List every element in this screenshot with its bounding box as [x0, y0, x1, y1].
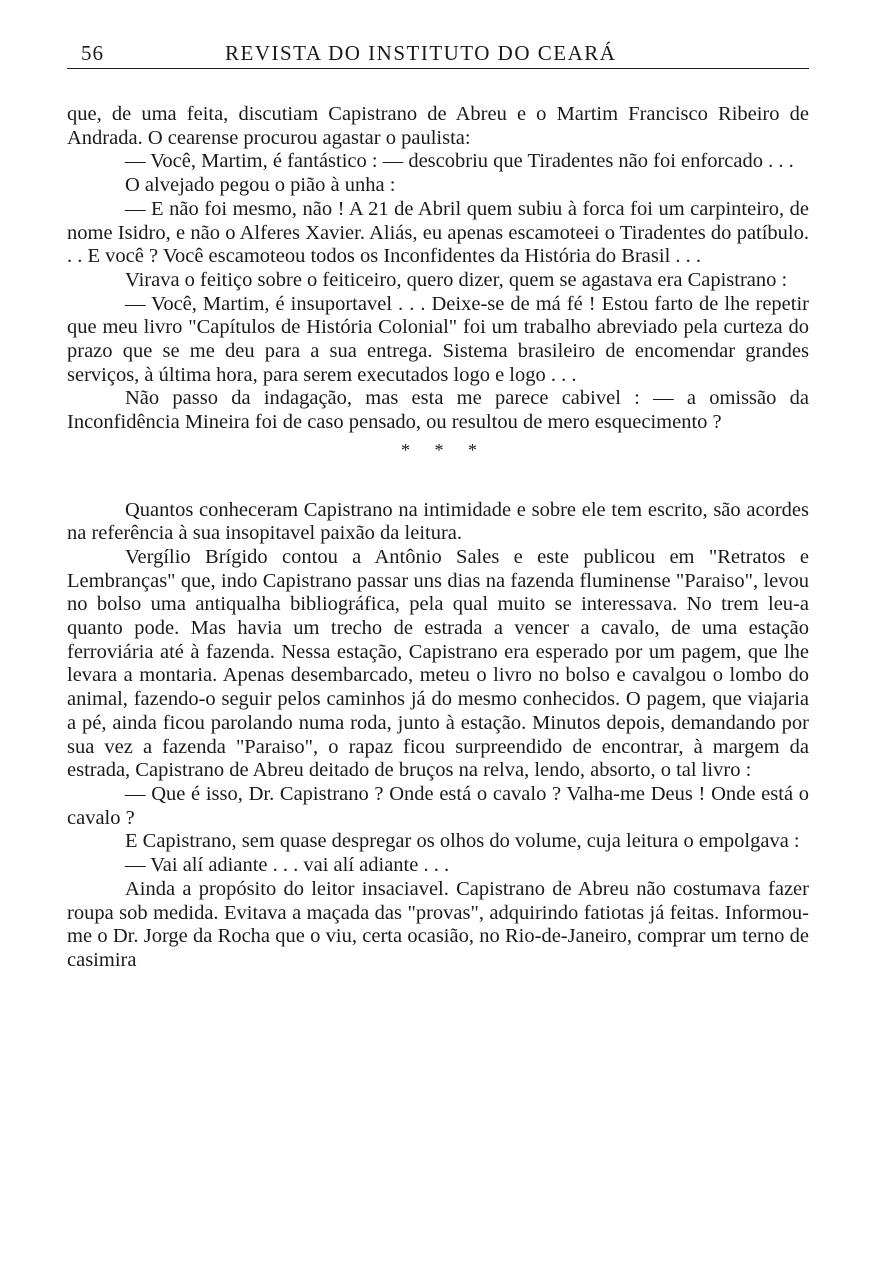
running-head: [67, 38, 809, 69]
book-page: [67, 38, 809, 973]
paragraph: — Vai alí adiante . . . vai alí adiante . . .: [125, 854, 450, 877]
section-separator: * * *: [401, 439, 487, 460]
paragraph: — E não foi mesmo, não ! A 21 de Abril quem subiu à forca foi um carpinteiro, de nome Isidro, e não o Alferes Xavier. Aliás, eu apenas escamoteei o Tiradentes do patíbulo. . . E você ? Você escamoteou todos os Inconfidentes da História do Brasil . . .: [67, 197, 809, 268]
paragraph: Virava o feitiço sobre o feiticeiro, quero dizer, quem se agastava era Capistrano :: [125, 268, 788, 291]
paragraph: O alvejado pegou o pião à unha :: [125, 174, 396, 197]
paragraph: Não passo da indagação, mas esta me parece cabivel : — a omissão da Inconfidência Mineira foi de caso pensado, ou resultou de mero esquecimento ?: [67, 387, 809, 434]
paragraph: Quantos conheceram Capistrano na intimidade e sobre ele tem escrito, são acordes na referência à sua insopitavel paixão da leitura.: [67, 498, 809, 545]
paragraph: Vergílio Brígido contou a Antônio Sales e este publicou em "Retratos e Lembranças" que, indo Capistrano passar uns dias na fazenda fluminense "Paraiso", levou no bolso uma antiqualha bibliográfica, pela qual muito se interessava. No trem leu-a quanto pode. Mas havia um trecho de estrada a vencer a cavalo, de uma estação ferroviária até à fazenda. Nessa estação, Capistrano era esperado por um pagem, que lhe levara a montaria. Apenas desembarcado, meteu o livro no bolso e cavalgou o lombo do animal, fazendo-o seguir pelos caminhos já do mesmo conhecidos. O pagem, que viajaria a pé, ainda ficou parolando numa roda, junto à estação. Minutos depois, demandando por sua vez a fazenda "Paraiso", o rapaz ficou surpreendido de encontrar, à margem da estrada, Capistrano de Abreu deitado de bruços na relva, lendo, absorto, o tal livro :: [67, 545, 809, 782]
paragraph: Ainda a propósito do leitor insaciavel. Capistrano de Abreu não costumava fazer roupa sob medida. Evitava a maçada das "provas", adquirindo fatiotas já feitas. Informou-me o Dr. Jorge da Rocha que o viu, certa ocasião, no Rio-de-Janeiro, comprar um terno de casimira: [67, 877, 809, 971]
page-number: 56: [81, 41, 104, 65]
paragraph: — Você, Martim, é fantástico : — descobriu que Tiradentes não foi enforcado . . .: [125, 150, 794, 173]
paragraph: que, de uma feita, discutiam Capistrano de Abreu e o Martim Francisco Ribeiro de Andrada. O cearense procurou agastar o paulista:: [67, 103, 809, 149]
paragraph: — Você, Martim, é insuportavel . . . Deixe-se de má fé ! Estou farto de lhe repetir que meu livro "Capítulos de História Colonial" foi um trabalho abreviado pela curteza do prazo que se me deu para a sua entrega. Sistema brasileiro de encomendar grandes serviços, à última hora, para serem executados logo e logo . . .: [67, 292, 809, 386]
paragraph: E Capistrano, sem quase despregar os olhos do volume, cuja leitura o empolgava :: [125, 830, 800, 853]
paragraph: — Que é isso, Dr. Capistrano ? Onde está o cavalo ? Valha-me Deus ! Onde está o cavalo ?: [67, 782, 809, 829]
journal-title: REVISTA DO INSTITUTO DO CEARÁ: [225, 41, 617, 65]
body-text: [67, 103, 809, 973]
